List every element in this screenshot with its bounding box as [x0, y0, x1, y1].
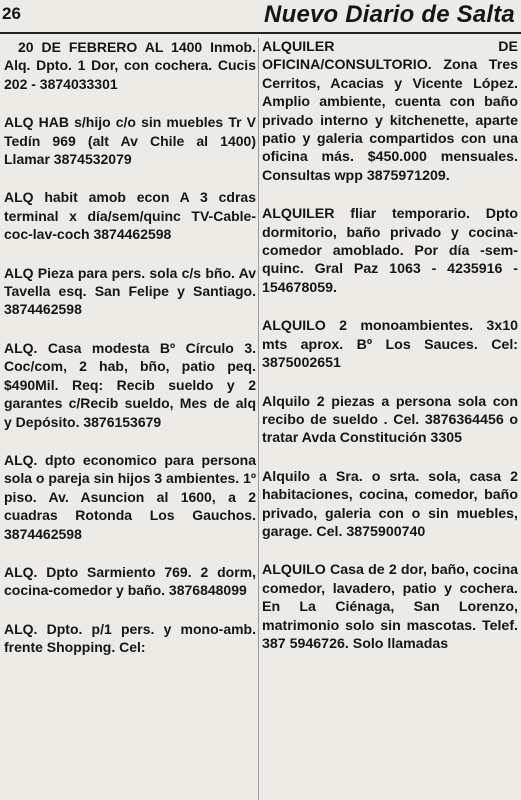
- classified-ad: ALQUILER DE OFICINA/CONSULTORIO. Zona Tres Cerritos, Acacias y Vicente López. Amplio ambiente, cuenta con baño privado interno y kitchenette, aparte patio y galeria compartidos con una oficina más. $450.000 mensuales. Consultas wpp 3875971209.: [262, 39, 518, 184]
- classified-ad: ALQ. Dpto. p/1 pers. y mono-amb. frente Shopping. Cel:: [4, 620, 256, 656]
- classified-ad: ALQUILER fliar temporario. Dpto dormitorio, baño privado y cocina-comedor amoblado. Por día -sem- quinc. Gral Paz 1063 - 4235916 - 154678059.: [262, 206, 518, 296]
- classified-ad: ALQ Pieza para pers. sola c/s bño. Av Tavella esq. San Felipe y Santiago. 3874462598: [4, 264, 256, 318]
- classified-ad: ALQ HAB s/hijo c/o sin muebles Tr V Tedín 969 (alt Av Chile al 1400) Llamar 3874532079: [4, 114, 256, 168]
- column-divider: [258, 38, 259, 800]
- classifieds-column-left: [4, 38, 256, 800]
- classified-ad: ALQUILO Casa de 2 dor, baño, cocina comedor, lavadero, patio y cochera. En La Ciénaga, San Lorenzo, matrimonio solo sin mascotas. Telef. 387 5946726. Solo llamadas: [262, 562, 518, 652]
- classified-ad: ALQ. dpto economico para persona sola o pareja sin hijos 3 ambientes. 1º piso. Av. Asuncion al 1600, a 2 cuadras Rotonda Los Gauchos. 3874462598: [4, 451, 256, 542]
- classified-ad: ALQ habit amob econ A 3 cdras terminal x día/sem/quinc TV-Cable-coc-lav-coch 3874462598: [4, 189, 256, 243]
- newspaper-name: Nuevo Diario de Salta: [264, 1, 515, 28]
- classified-ad: ALQ. Dpto Sarmiento 769. 2 dorm, cocina-comedor y baño. 3876848099: [4, 563, 256, 599]
- classified-ad: Alquilo a Sra. o srta. sola, casa 2 habitaciones, cocina, comedor, baño privado, galeria con o sin muebles, garage. Cel. 3875900740: [262, 468, 518, 540]
- classified-ad: ALQ. Casa modesta Bº Círculo 3. Coc/com, 2 hab, bño, patio peq. $490Mil. Req: Recib sueldo y 2 garantes c/Recib sueldo, Mes de alq y Depósito. 3876153679: [4, 339, 256, 430]
- classifieds-column-right: [262, 38, 518, 800]
- masthead: [0, 0, 521, 34]
- classified-ad: ALQUILO 2 monoambientes. 3x10 mts aprox. Bº Los Sauces. Cel: 3875002651: [262, 318, 518, 372]
- classified-ad: 20 DE FEBRERO AL 1400 Inmob. Alq. Dpto. 1 Dor, con cochera. Cucis 202 - 3874033301: [4, 39, 256, 92]
- classified-ad: Alquilo 2 piezas a persona sola con recibo de sueldo . Cel. 3876364456 o tratar Avda Constitución 3305: [262, 393, 518, 447]
- page-number: 26: [2, 4, 21, 23]
